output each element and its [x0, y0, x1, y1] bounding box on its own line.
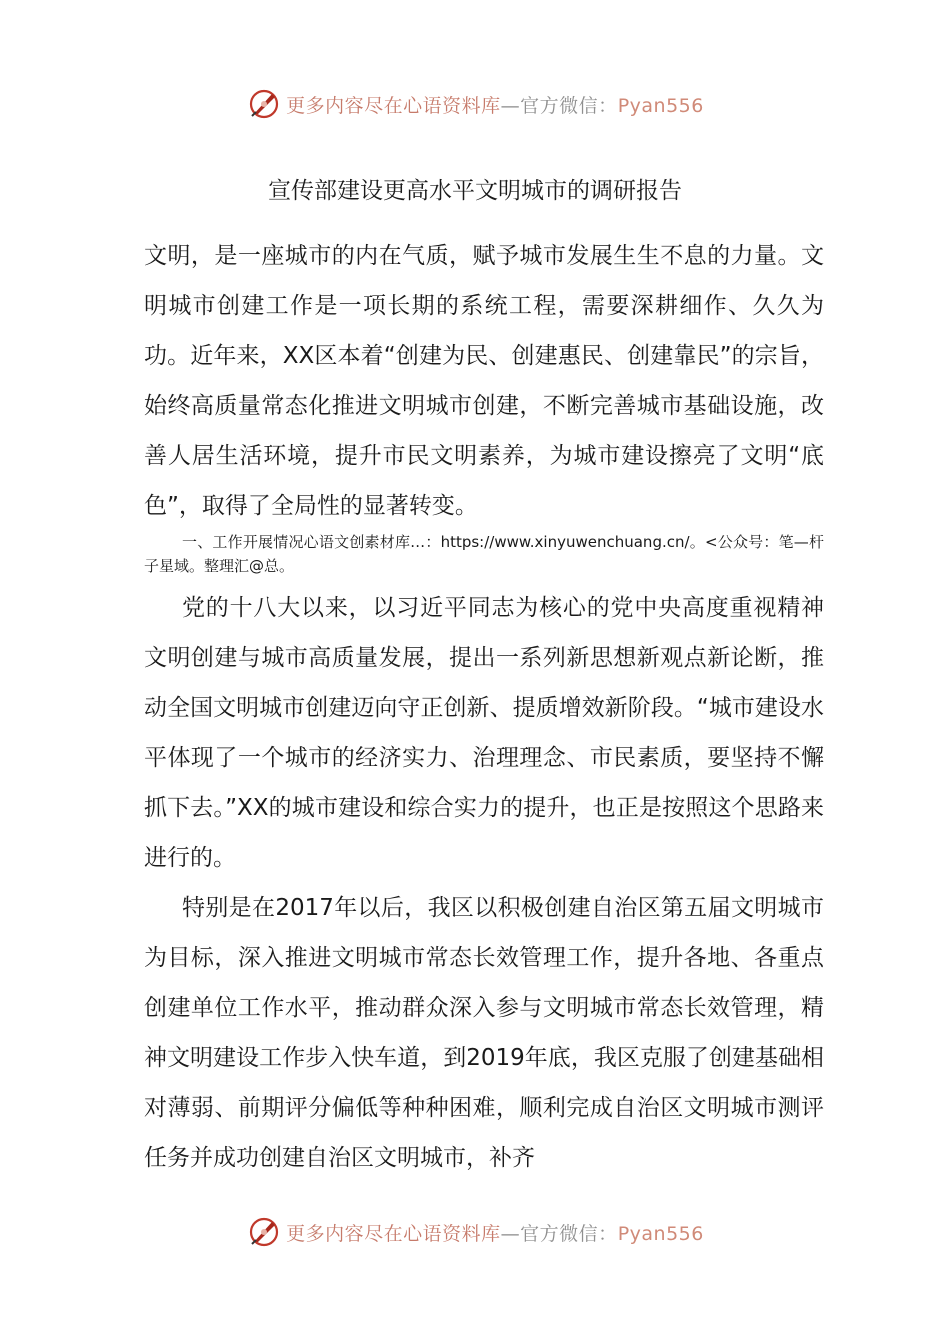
footer-banner — [0, 1212, 950, 1252]
banner-site-name: 更多内容尽在心语资料库 — [286, 94, 501, 117]
banner-account: Pyan556 — [617, 1222, 704, 1245]
banner-dash: — — [500, 94, 521, 117]
paragraph-section-heading: 一、工作开展情况心语文创素材库…：https://www.xinyuwenchuang.cn/。<公众号：笔—杆子星域。整理汇@总。 — [144, 533, 824, 575]
document-title: 宣传部建设更高水平文明城市的调研报告 — [268, 178, 682, 204]
paragraph-background: 党的十八大以来，以习近平同志为核心的党中央高度重视精神文明创建与城市高质量发展，提出一系列新思想新观点新论断，推动全国文明城市创建迈向守正创新、提质增效新阶段。“城市建设水平体现了一个城市的经济实力、治理理念、市民素质，要坚持不懈抓下去。”XX的城市建设和综合实力的提升，也正是按照这个思路来进行的。 — [144, 595, 824, 871]
banner-text — [286, 91, 704, 118]
paragraph-progress: 特别是在2017年以后，我区以积极创建自治区第五届文明城市为目标，深入推进文明城市常态长效管理工作，提升各地、各重点创建单位工作水平，推动群众深入参与文明城市常态长效管理，精神文明建设工作步入快车道，到2019年底，我区克服了创建基础相对薄弱、前期评分偏低等种种困难，顺利完成自治区文明城市测评任务并成功创建自治区文明城市，补齐 — [144, 895, 824, 1171]
header-banner — [0, 84, 950, 124]
banner-text — [286, 1219, 704, 1246]
banner-wechat-label: 官方微信： — [520, 1222, 618, 1245]
banner-dash: — — [500, 1222, 521, 1245]
banner-account: Pyan556 — [617, 94, 704, 117]
quill-logo-icon — [246, 1214, 282, 1250]
quill-logo-icon — [246, 86, 282, 122]
paragraph-intro: 文明，是一座城市的内在气质，赋予城市发展生生不息的力量。文明城市创建工作是一项长期的系统工程，需要深耕细作、久久为功。近年来，XX区本着“创建为民、创建惠民、创建靠民”的宗旨，始终高质量常态化推进文明城市创建，不断完善城市基础设施，改善人居生活环境，提升市民文明素养，为城市建设擦亮了文明“底色”，取得了全局性的显著转变。 — [144, 243, 824, 519]
banner-wechat-label: 官方微信： — [520, 94, 618, 117]
banner-site-name: 更多内容尽在心语资料库 — [286, 1222, 501, 1245]
